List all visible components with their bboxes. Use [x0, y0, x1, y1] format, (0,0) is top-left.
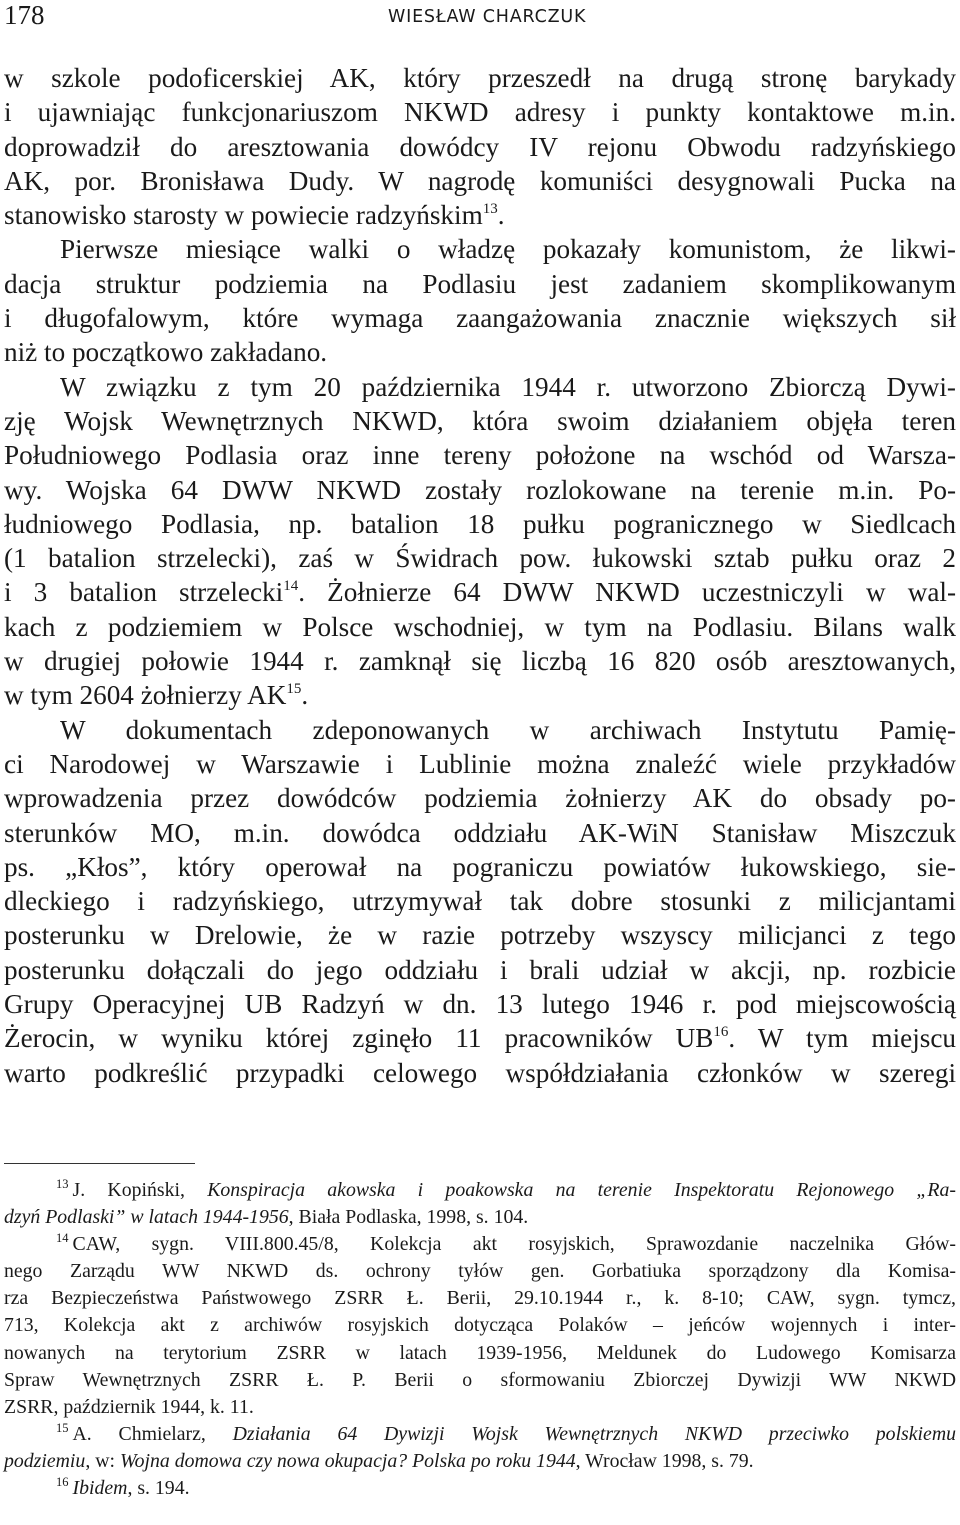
text-line: posterunku dołączali do jego oddziału i brali udział w akcji, np. rozbicie: [4, 954, 956, 985]
text-line: Pierwsze miesiące walki o władzę pokazały komunistom, że likwi-: [60, 234, 956, 265]
text-line: (1 batalion strzelecki), zaś w Świdrach pow. łukowski sztab pułku oraz 2: [4, 543, 956, 574]
text-line: i ujawniając funkcjonariuszom NKWD adresy i punkty kontaktowe m.in.: [4, 97, 956, 128]
text-segment: , Wrocław 1998, s. 79.: [575, 1449, 754, 1472]
text-line: niż to początkowo zakładano.: [4, 337, 328, 368]
footnote-13: [4, 1177, 956, 1204]
text-segment: i 3 batalion strzelecki: [4, 577, 284, 608]
page-header: [4, 0, 956, 32]
footnote-ref[interactable]: 14: [283, 578, 299, 595]
text-segment: stanowisko starosty w powiecie radzyńskim: [4, 200, 483, 231]
text-segment: .: [497, 200, 505, 231]
text-line: sterunków MO, m.in. dowódca oddziału AK-WiN Stanisław Miszczuk: [4, 817, 956, 848]
footnote-14-cont: rza Bezpieczeństwa Państwowego ZSRR Ł. Berii, 29.10.1944 r., k. 8-10; CAW, sygn. tymcz,: [4, 1287, 956, 1310]
footnote-number: 14: [56, 1231, 69, 1246]
text-line: warto podkreślić przypadki celowego współdziałania członków w szeregi: [4, 1057, 956, 1088]
footnote-number: 16: [56, 1475, 69, 1490]
text-line: kach z podziemiem w Polsce wschodniej, w tym na Podlasiu. Bilans walk: [4, 611, 956, 642]
text-line: dacja struktur podziemia na Podlasiu jest zadaniem skomplikowanym: [4, 268, 956, 299]
text-segment: CAW, sygn. VIII.800.45/8, Kolekcja akt rosyjskich, Sprawozdanie naczelnika Głów-: [72, 1233, 956, 1256]
text-line: ci Narodowej w Warszawie i Lublinie można znaleźć wiele przykładów: [4, 748, 956, 779]
body-text: [4, 61, 956, 1090]
text-line: [4, 678, 956, 712]
citation-title: dzyń Podlaski” w latach 1944-1956: [4, 1206, 289, 1229]
text-segment: Żołnierze 64 DWW NKWD uczestniczyli w wal-: [327, 577, 956, 608]
footnote-14-cont: ZSRR, październik 1944, k. 11.: [4, 1395, 254, 1418]
footnote-14: [4, 1231, 956, 1258]
text-line: doprowadził do aresztowania dowódcy IV rejonu Obwodu radzyńskiego: [4, 131, 956, 162]
text-segment: J. Kopiński,: [72, 1179, 185, 1201]
text-line: W związku z tym 20 października 1944 r. utworzono Zbiorczą Dywi-: [60, 371, 956, 402]
text-segment: .: [298, 577, 306, 608]
text-line: dleckiego i radzyńskiego, utrzymywał tak dobre stosunki z milicjantami: [4, 886, 956, 917]
text-segment: W tym miejscu: [757, 1023, 956, 1054]
text-segment: , w:: [85, 1449, 115, 1472]
text-line: łudniowego Podlasia, np. batalion 18 pułku pogranicznego w Siedlcach: [4, 508, 956, 539]
running-head: WIESŁAW CHARCZUK: [388, 7, 587, 27]
footnote-15-cont: [4, 1448, 956, 1475]
citation-title: Wojna domowa czy nowa okupacja? Polska po roku 1944: [119, 1449, 576, 1472]
footnote-15: [4, 1421, 956, 1448]
text-line: [4, 575, 956, 609]
text-segment: .: [301, 680, 309, 711]
citation-title: Działania 64 Dywizji Wojsk Wewnętrznych NKWD przeciwko polskiemu: [232, 1422, 956, 1445]
citation-title: Konspiracja akowska i poakowska na terenie Inspektoratu Rejonowego „Ra-: [207, 1179, 956, 1201]
text-segment: .: [728, 1023, 736, 1054]
footnote-14-cont: nowanych na terytorium ZSRR w latach 1939-1956, Meldunek do Ludowego Komisarza: [4, 1341, 956, 1364]
text-line: Południowego Podlasia oraz inne tereny położone na wschód od Warsza-: [4, 440, 956, 471]
text-line: wprowadzenia przez dowódców podziemia żołnierzy AK do obsady po-: [4, 783, 956, 814]
footnote-13-cont: [4, 1204, 956, 1231]
footnote-ref[interactable]: 15: [286, 681, 302, 698]
text-line: wy. Wojska 64 DWW NKWD zostały rozlokowane na terenie m.in. Po-: [4, 474, 956, 505]
text-line: w szkole podoficerskiej AK, który przeszedł na drugą stronę barykady: [4, 63, 956, 93]
footnote-ref[interactable]: 13: [482, 201, 498, 218]
page-number: 178: [4, 0, 45, 30]
footnote-14-cont: Spraw Wewnętrznych ZSRR Ł. P. Berii o sformowaniu Zbiorczej Dywizji WW NKWD: [4, 1368, 956, 1391]
text-line: posterunku w Drelowie, że w razie potrzeby wszyscy milicjanci z tego: [4, 920, 956, 951]
text-segment: Żerocin, w wyniku której zginęło 11 pracowników UB: [4, 1023, 714, 1054]
footnote-14-cont: nego Zarządu WW NKWD ds. ochrony tyłów gen. Gorbatiuka sporządzony dla Komisa-: [4, 1260, 956, 1283]
text-line: AK, por. Bronisława Dudy. W nagrodę komuniści desygnowali Pucka na: [4, 165, 956, 196]
footnote-16: [4, 1475, 956, 1502]
text-line: i długofalowym, które wymaga zaangażowania znacznie większych sił: [4, 303, 956, 334]
text-line: [4, 198, 956, 232]
citation-title: podziemiu: [4, 1449, 86, 1472]
footnote-number: 15: [56, 1420, 69, 1435]
citation-title: Ibidem: [72, 1477, 128, 1500]
text-segment: , Biała Podlaska, 1998, s. 104.: [288, 1206, 529, 1229]
footnote-number: 13: [56, 1177, 69, 1191]
text-line: zję Wojsk Wewnętrznych NKWD, która swoim działaniem objęła teren: [4, 405, 956, 436]
footnote-14-cont: 713, Kolekcja akt z archiwów rosyjskich dotycząca Polaków – jeńców wojennych i inter-: [4, 1314, 956, 1337]
text-line: w drugiej połowie 1944 r. zamknął się liczbą 16 820 osób aresztowanych,: [4, 646, 956, 677]
text-line: ps. „Kłos”, który operował na pograniczu powiatów łukowskiego, sie-: [4, 851, 956, 882]
text-line: [4, 1021, 956, 1055]
text-segment: A. Chmielarz,: [72, 1422, 206, 1445]
footnotes: [4, 1177, 956, 1502]
footnote-ref[interactable]: 16: [713, 1024, 729, 1041]
text-line: Grupy Operacyjnej UB Radzyń w dn. 13 lutego 1946 r. pod miejscowością: [4, 989, 956, 1020]
footnote-separator: [4, 1163, 195, 1164]
text-segment: , s. 194.: [127, 1477, 190, 1500]
text-segment: w tym 2604 żołnierzy AK: [4, 680, 287, 711]
text-line: W dokumentach zdeponowanych w archiwach Instytutu Pamię-: [60, 714, 956, 745]
